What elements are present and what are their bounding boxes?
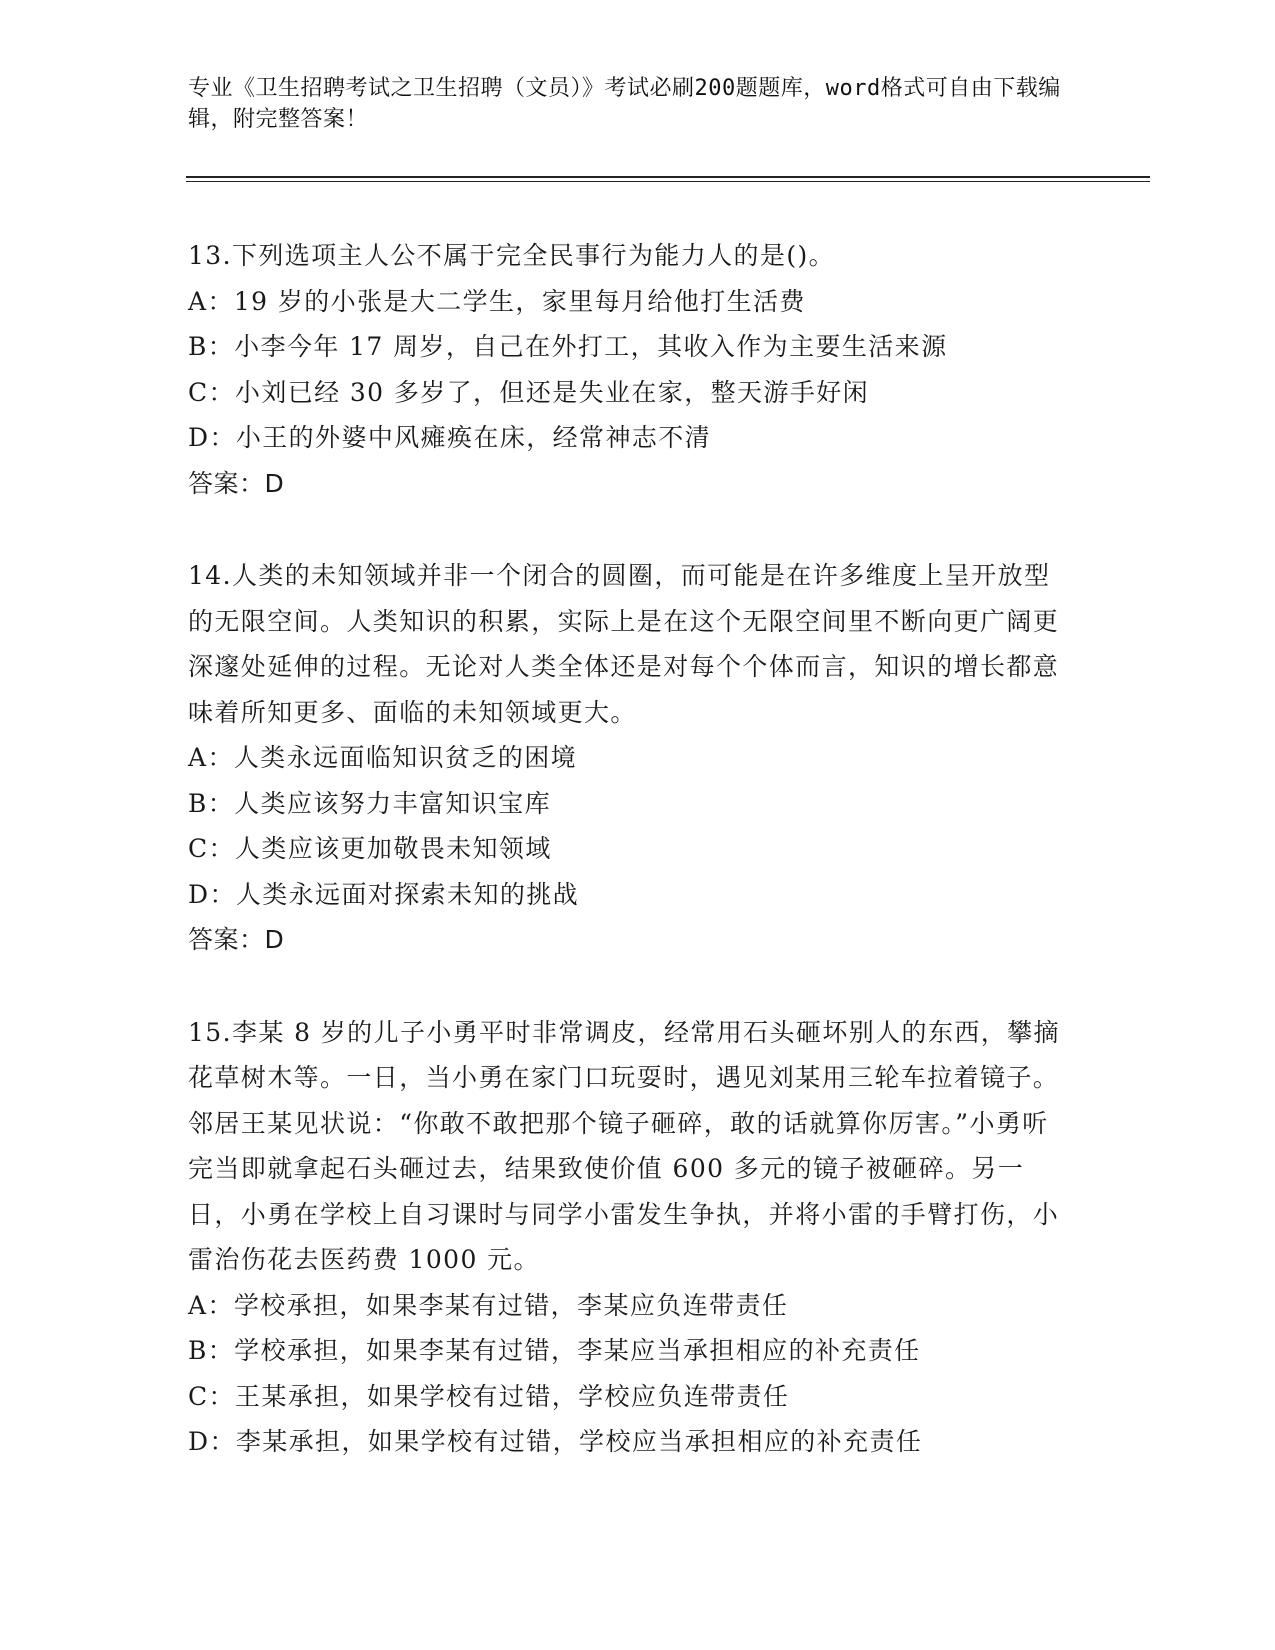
option-c: C：人类应该更加敬畏未知领域	[188, 834, 552, 863]
answer: 答案：D	[188, 925, 285, 954]
answer: 答案：D	[188, 468, 285, 498]
option-c: C：王某承担，如果学校有过错，学校应负连带责任	[188, 1381, 790, 1411]
option-b: B：人类应该努力丰富知识宝库	[188, 788, 551, 818]
question-15	[188, 1010, 1068, 1465]
option-a: A：19 岁的小张是大二学生，家里每月给他打生活费	[188, 286, 806, 316]
spacer	[188, 506, 1068, 553]
option-a: A：人类永远面临知识贫乏的困境	[188, 743, 578, 772]
option-d: D：小王的外婆中风瘫痪在床，经常神志不清	[188, 423, 712, 452]
question-13	[188, 233, 1068, 506]
question-stem: 13.下列选项主人公不属于完全民事行为能力人的是()。	[188, 241, 836, 270]
question-stem: 14.人类的未知领域并非一个闭合的圆圈，而可能是在许多维度上呈开放型的无限空间。人类知识的积累，实际上是在这个无限空间里不断向更广阔更深邃处延伸的过程。无论对人类全体还是对每个个体而言，知识的增长都意味着所知更多、面临的未知领域更大。	[188, 561, 1060, 727]
header-rule-thin	[186, 181, 1150, 182]
option-d: D：人类永远面对探索未知的挑战	[188, 879, 580, 909]
option-b: B：学校承担，如果李某有过错，李某应当承担相应的补充责任	[188, 1336, 921, 1365]
option-b: B：小李今年 17 周岁，自己在外打工，其收入作为主要生活来源	[188, 332, 948, 361]
question-14	[188, 553, 1068, 963]
question-stem: 15.李某 8 岁的儿子小勇平时非常调皮，经常用石头砸坏别人的东西，攀摘花草树木等。一日，当小勇在家门口玩耍时，遇见刘某用三轮车拉着镜子。邻居王某见状说：“你敢不敢把那个镜子砸碎，敢的话就算你厉害。”小勇听完当即就拿起石头砸过去，结果致使价值 600 多元的镜子被砸碎。另一日，小勇在学校上自习课时与同学小雷发生争执，并将小雷的手臂打伤，小雷治伤花去医药费 1000 元。	[188, 1017, 1060, 1274]
option-a: A：学校承担，如果李某有过错，李某应负连带责任	[188, 1290, 789, 1320]
header-rule-thick	[186, 176, 1150, 178]
spacer	[188, 963, 1068, 1010]
question-list	[188, 233, 1068, 1465]
option-c: C：小刘已经 30 多岁了，但还是失业在家，整天游手好闲	[188, 377, 870, 407]
option-d: D：李某承担，如果学校有过错，学校应当承担相应的补充责任	[188, 1427, 923, 1456]
document-header: 专业《卫生招聘考试之卫生招聘（文员）》考试必刷200题题库，word格式可自由下载编辑，附完整答案！	[188, 76, 1061, 132]
